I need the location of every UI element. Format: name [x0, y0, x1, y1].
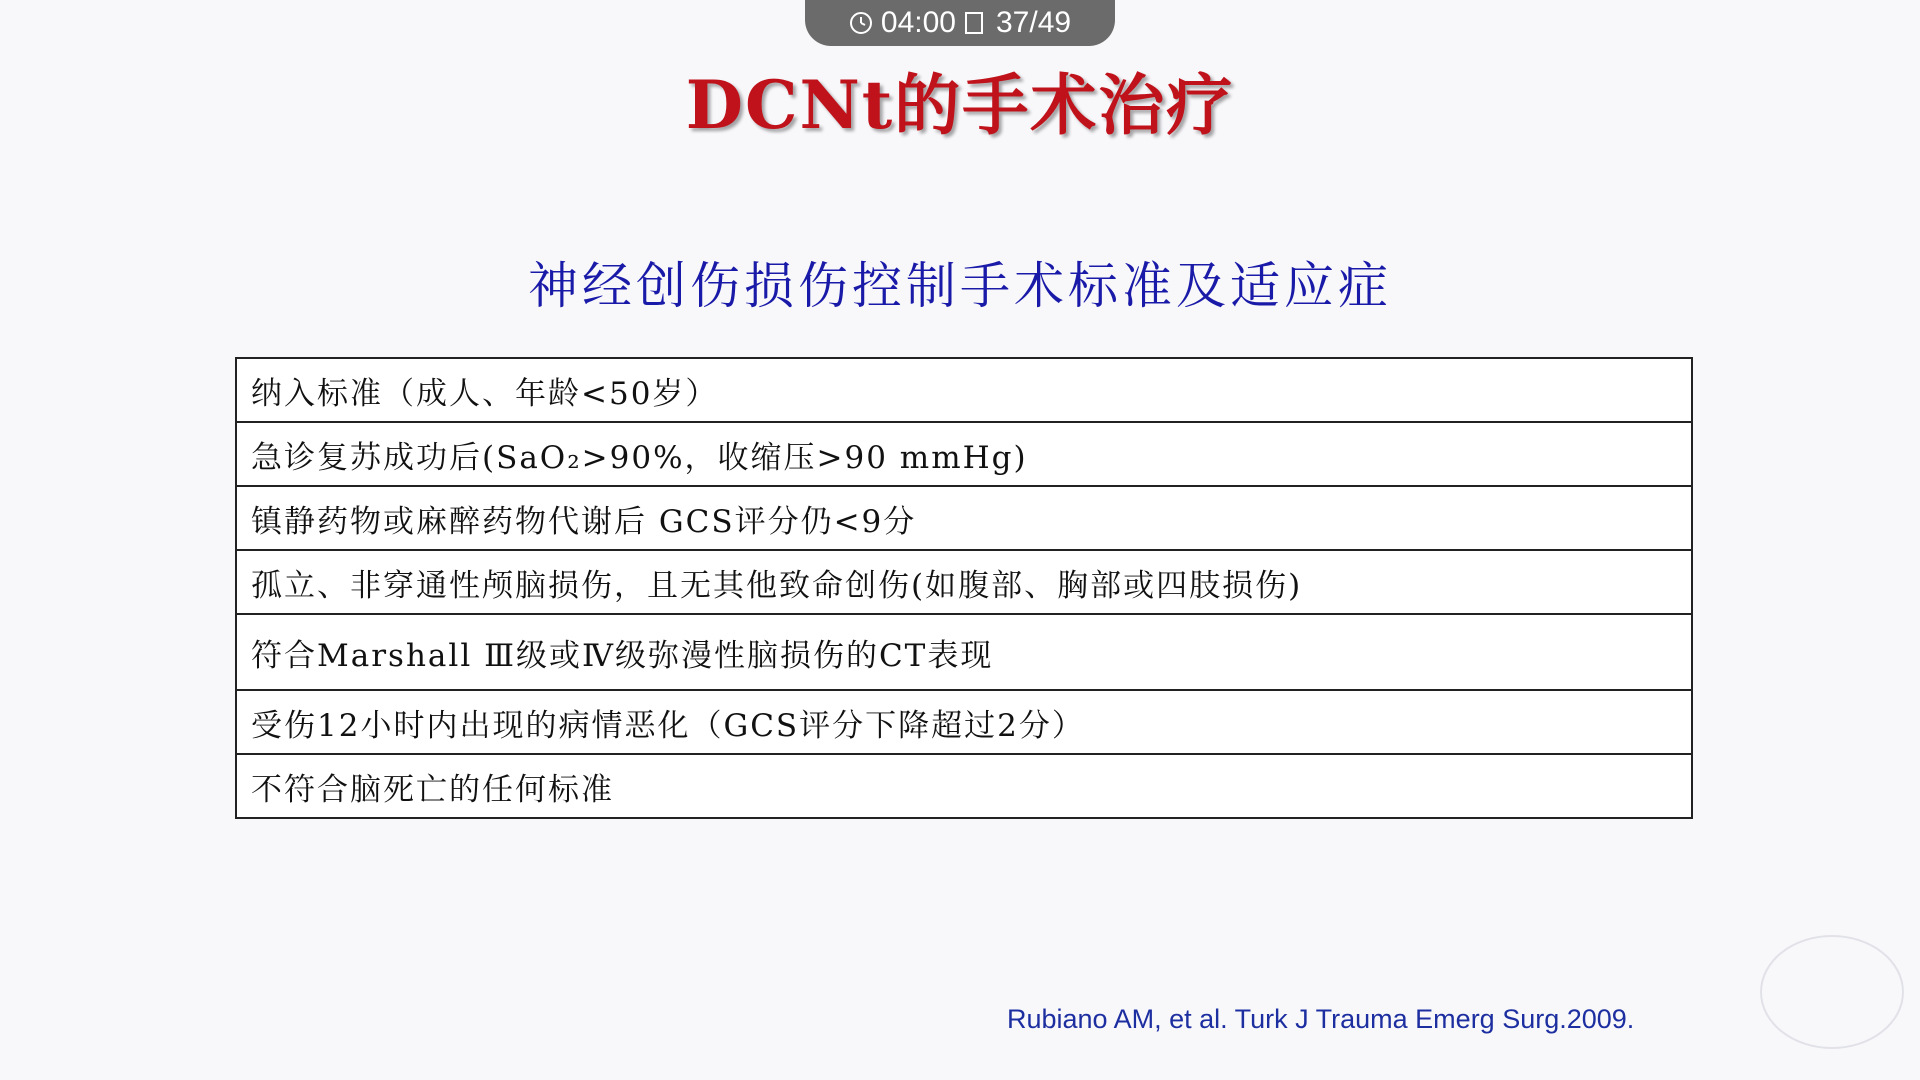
page-counter: 37/49: [996, 6, 1072, 39]
table-row: [236, 422, 1692, 486]
clock-icon: [849, 11, 873, 35]
criteria-cell: 符合Marshall Ⅲ级或Ⅳ级弥漫性脑损伤的CT表现: [236, 614, 1692, 690]
table-row: [236, 690, 1692, 754]
table-row: [236, 754, 1692, 818]
page-icon: [964, 11, 988, 35]
table-row: [236, 486, 1692, 550]
table-row: [236, 550, 1692, 614]
criteria-cell: 纳入标准（成人、年龄<50岁）: [236, 358, 1692, 422]
criteria-cell: 不符合脑死亡的任何标准: [236, 754, 1692, 818]
player-status-bar: [805, 0, 1115, 46]
criteria-cell: 镇静药物或麻醉药物代谢后 GCS评分仍<9分: [236, 486, 1692, 550]
table-row: [236, 614, 1692, 690]
criteria-cell: 孤立、非穿通性颅脑损伤，且无其他致命创伤(如腹部、胸部或四肢损伤): [236, 550, 1692, 614]
table-row: [236, 358, 1692, 422]
slide-subtitle: 神经创伤损伤控制手术标准及适应症: [528, 257, 1392, 315]
watermark-seal: [1760, 935, 1904, 1049]
playback-time: 04:00: [880, 6, 956, 39]
citation: Rubiano AM, et al. Turk J Trauma Emerg Surg.2009.: [1007, 1004, 1635, 1034]
criteria-cell: 受伤12小时内出现的病情恶化（GCS评分下降超过2分）: [236, 690, 1692, 754]
criteria-cell: 急诊复苏成功后(SaO₂>90%，收缩压>90 mmHg): [236, 422, 1692, 486]
criteria-table: [235, 357, 1693, 819]
slide-title: DCNt的手术治疗: [685, 66, 1235, 144]
